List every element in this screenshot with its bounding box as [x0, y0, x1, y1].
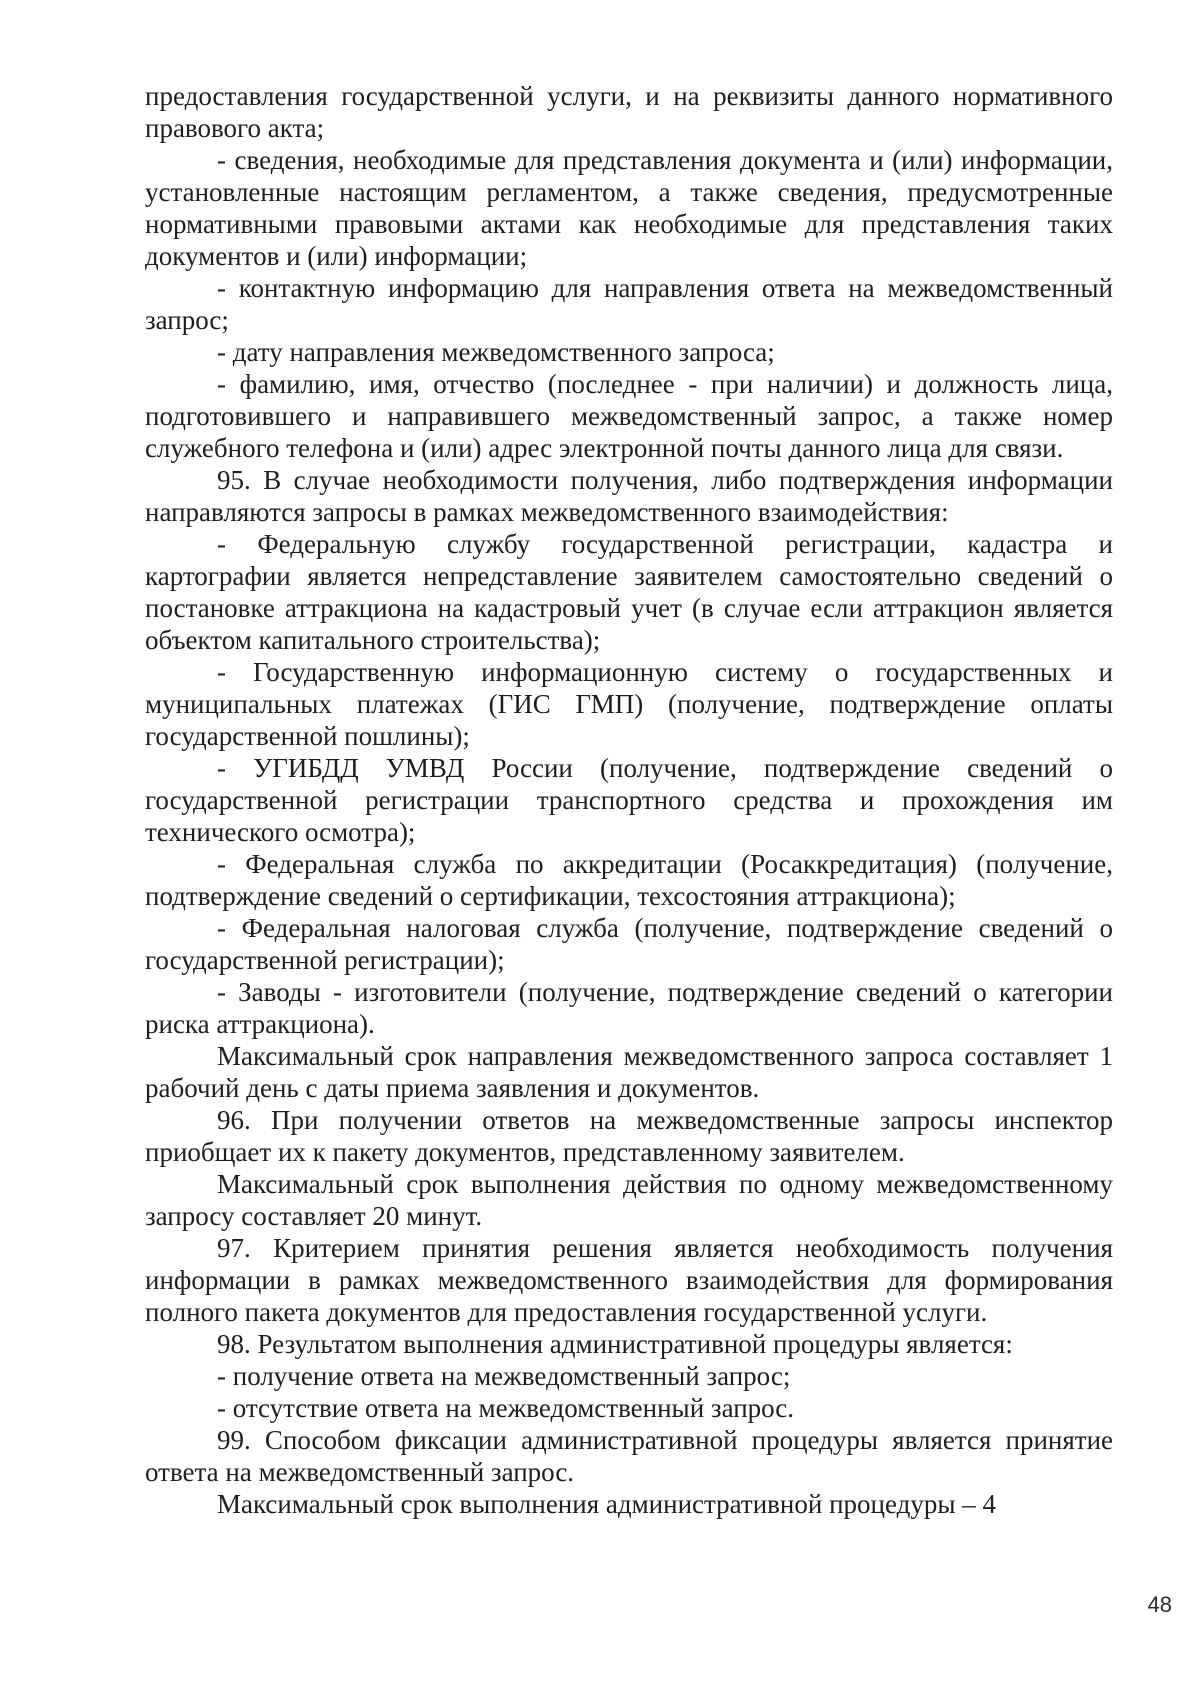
paragraph: Максимальный срок выполнения административной процедуры – 4 [217, 1489, 996, 1519]
paragraph: - контактную информацию для направления ответа на межведомственный запрос; [145, 273, 1113, 335]
paragraph: 98. Результатом выполнения административной процедуры является: [217, 1329, 1013, 1359]
page-number: 48 [1147, 1592, 1172, 1617]
paragraph: 96. При получении ответов на межведомственные запросы инспектор приобщает их к пакету документов, представленному заявителем. [145, 1105, 1113, 1167]
paragraph: - дату направления межведомственного запроса; [217, 337, 775, 367]
paragraph: - фамилию, имя, отчество (последнее - при наличии) и должность лица, подготовившего и направившего межведомственный запрос, а также номер служебного телефона и (или) адрес электронной почты данного лица для связи. [145, 369, 1113, 463]
paragraph: Максимальный срок направления межведомственного запроса составляет 1 рабочий день с даты приема заявления и документов. [145, 1041, 1113, 1103]
paragraph: 97. Критерием принятия решения является необходимость получения информации в рамках межведомственного взаимодействия для формирования полного пакета документов для предоставления государственной услуги. [145, 1233, 1113, 1327]
paragraph: - получение ответа на межведомственный запрос; [217, 1361, 791, 1391]
paragraph: - сведения, необходимые для представления документа и (или) информации, установленные настоящим регламентом, а также сведения, предусмотренные нормативными правовыми актами как необходимые для представления таких документов и (или) информации; [145, 145, 1113, 271]
paragraph: предоставления государственной услуги, и на реквизиты данного нормативного правового акта; [145, 81, 1113, 143]
paragraph: - Государственную информационную систему о государственных и муниципальных платежах (ГИС ГМП) (получение, подтверждение оплаты государственной пошлины); [145, 657, 1113, 751]
paragraph: Максимальный срок выполнения действия по одному межведомственному запросу составляет 20 минут. [145, 1169, 1113, 1231]
paragraph: - Федеральная налоговая служба (получение, подтверждение сведений о государственной регистрации); [145, 913, 1113, 975]
document-body [145, 80, 1113, 1520]
paragraph: - Федеральную службу государственной регистрации, кадастра и картографии является непредставление заявителем самостоятельно сведений о постановке аттракциона на кадастровый учет (в случае если аттракцион является объектом капитального строительства); [145, 529, 1113, 655]
paragraph: - Федеральная служба по аккредитации (Росаккредитация) (получение, подтверждение сведений о сертификации, техсостояния аттракциона); [145, 849, 1113, 911]
paragraph: 99. Способом фиксации административной процедуры является принятие ответа на межведомственный запрос. [145, 1425, 1113, 1487]
paragraph: 95. В случае необходимости получения, либо подтверждения информации направляются запросы в рамках межведомственного взаимодействия: [145, 465, 1113, 527]
paragraph: - отсутствие ответа на межведомственный запрос. [217, 1393, 795, 1423]
paragraph: - Заводы - изготовители (получение, подтверждение сведений о категории риска аттракциона). [145, 977, 1113, 1039]
paragraph: - УГИБДД УМВД России (получение, подтверждение сведений о государственной регистрации транспортного средства и прохождения им технического осмотра); [145, 753, 1113, 847]
